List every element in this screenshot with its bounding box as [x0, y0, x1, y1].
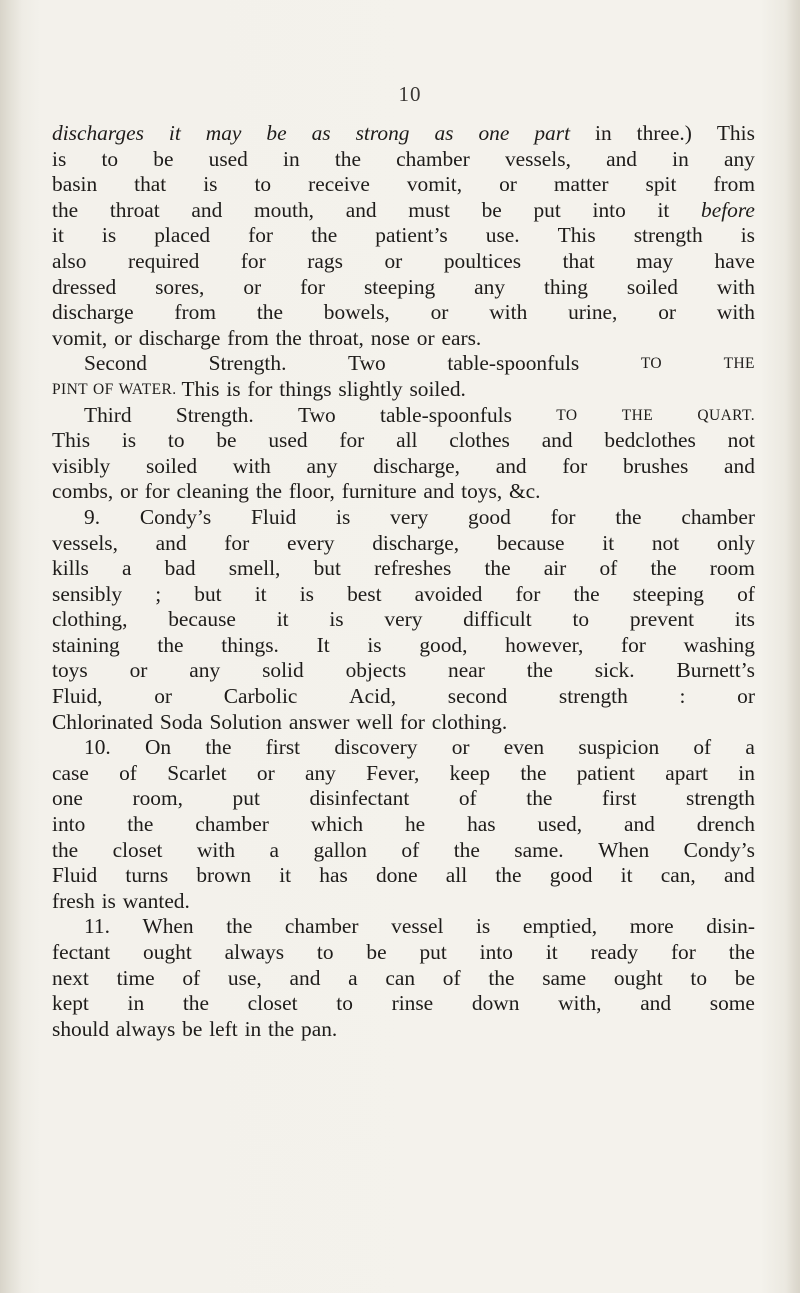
text-line: dressed sores, or for steeping any thing soiled with: [52, 274, 755, 299]
text-line: PINT OF WATER. This is for things slightly soiled.: [52, 376, 466, 401]
paragraph-second-strength: [52, 351, 755, 402]
text-line: vessels, and for every discharge, because it not only: [52, 530, 755, 555]
text-line: Second Strength. Two table-spoonfuls TO THE: [84, 351, 755, 376]
text-line: This is to be used for all clothes and bedclothes not: [52, 428, 755, 453]
text-line: fresh is wanted.: [52, 888, 190, 913]
text-line: case of Scarlet or any Fever, keep the patient apart in: [52, 760, 755, 785]
text-line: is to be used in the chamber vessels, and in any: [52, 146, 755, 171]
text-line: it is placed for the patient’s use. This strength is: [52, 223, 755, 248]
text-line: staining the things. It is good, however, for washing: [52, 632, 755, 657]
text-line: combs, or for cleaning the floor, furniture and toys, &c.: [52, 479, 541, 504]
text-line: discharge from the bowels, or with urine, or with: [52, 300, 755, 325]
text-line: vomit, or discharge from the throat, nose or ears.: [52, 325, 482, 350]
page-edge-shadow: [786, 0, 800, 1293]
text-line: the throat and mouth, and must be put into it before: [52, 197, 755, 222]
text-line: clothing, because it is very difficult to prevent its: [52, 607, 755, 632]
text-line: one room, put disinfectant of the first strength: [52, 786, 755, 811]
paragraph-condys-fluid: [52, 505, 755, 735]
text-line: into the chamber which he has used, and drench: [52, 812, 755, 837]
text-line: toys or any solid objects near the sick. Burnett’s: [52, 658, 755, 683]
text-line: Chlorinated Soda Solution answer well for clothing.: [52, 709, 508, 734]
paragraph-discharge-strength: [52, 121, 755, 351]
paragraph-scarlet-fever: [52, 735, 755, 914]
body-text: [52, 121, 755, 1042]
text-line: Fluid turns brown it has done all the good it can, and: [52, 863, 755, 888]
paragraph-chamber-vessel: [52, 914, 755, 1042]
text-line: the closet with a gallon of the same. When Condy’s: [52, 837, 755, 862]
text-line: Fluid, or Carbolic Acid, second strength : or: [52, 684, 755, 709]
text-line: fectant ought always to be put into it ready for the: [52, 940, 755, 964]
text-line: visibly soiled with any discharge, and for brushes and: [52, 453, 755, 478]
text-line: next time of use, and a can of the same ought to be: [52, 965, 755, 990]
text-line: kept in the closet to rinse down with, and some: [52, 991, 755, 1016]
page-gutter-shadow: [0, 0, 22, 1293]
text-line: 10. On the first discovery or even suspicion of a: [84, 735, 755, 760]
text-line: basin that is to receive vomit, or matter spit from: [52, 172, 755, 197]
text-line: 11. When the chamber vessel is emptied, more disin-: [84, 914, 755, 939]
text-line: sensibly ; but it is best avoided for the steeping of: [52, 581, 755, 606]
paragraph-third-strength: [52, 403, 755, 505]
text-line: should always be left in the pan.: [52, 1016, 338, 1041]
text-line: 9. Condy’s Fluid is very good for the chamber: [84, 504, 755, 529]
page-number: 10: [398, 82, 422, 106]
text-line: Third Strength. Two table-spoonfuls TO THE QUART.: [84, 402, 755, 427]
text-line: kills a bad smell, but refreshes the air of the room: [52, 556, 755, 581]
text-line: discharges it may be as strong as one part in three.) This: [52, 121, 755, 145]
text-line: also required for rags or poultices that may have: [52, 248, 755, 273]
